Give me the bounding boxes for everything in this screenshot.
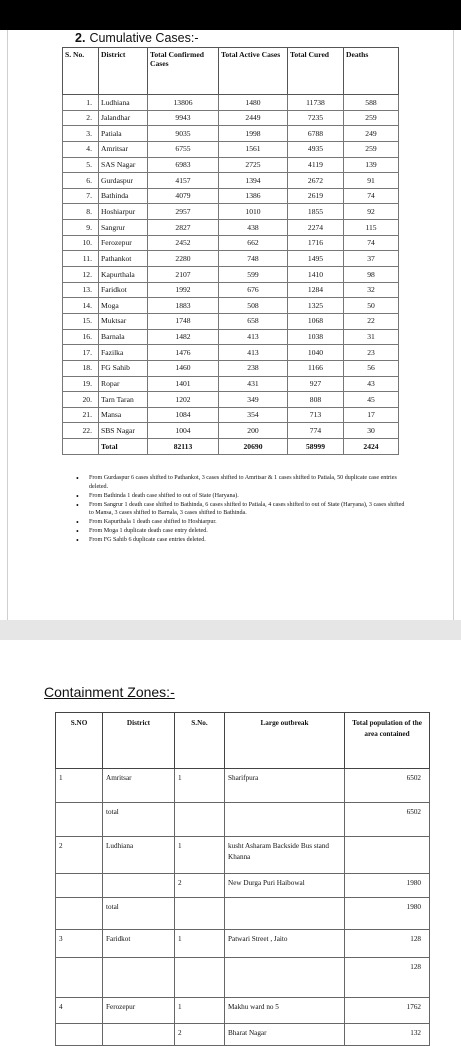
cell-sno xyxy=(56,898,103,930)
cell-population: 6502 xyxy=(345,803,430,837)
top-status-bar xyxy=(0,0,461,30)
table-header-row xyxy=(56,713,430,769)
cell-district: Barnala xyxy=(99,329,148,345)
cell-active: 748 xyxy=(219,251,288,267)
cell-cured: 927 xyxy=(288,376,344,392)
cell-sub-sno xyxy=(175,898,225,930)
table-row xyxy=(63,220,399,236)
cell-active: 354 xyxy=(219,407,288,423)
total-cell-district: Total xyxy=(99,439,148,455)
cell-district: SBS Nagar xyxy=(99,423,148,439)
cell-district: Jalandhar xyxy=(99,110,148,126)
cell-sno: 10. xyxy=(63,235,99,251)
cell-cured: 1855 xyxy=(288,204,344,220)
total-cell-active: 20690 xyxy=(219,439,288,455)
cell-active: 431 xyxy=(219,376,288,392)
cell-confirmed: 1476 xyxy=(148,345,219,361)
cell-population xyxy=(345,837,430,874)
cell-cured: 1040 xyxy=(288,345,344,361)
page-gutter xyxy=(0,620,461,640)
cell-active: 413 xyxy=(219,329,288,345)
cell-deaths: 74 xyxy=(344,188,399,204)
cell-confirmed: 1401 xyxy=(148,376,219,392)
cell-confirmed: 1883 xyxy=(148,298,219,314)
cell-deaths: 91 xyxy=(344,173,399,189)
cell-sub-sno: 2 xyxy=(175,1024,225,1046)
cell-district: Sangrur xyxy=(99,220,148,236)
note-item: • From Kapurthala 1 death case shifted to Hoshiarpur. xyxy=(76,518,406,527)
cell-confirmed: 9035 xyxy=(148,126,219,142)
cell-cured: 1166 xyxy=(288,360,344,376)
table-row xyxy=(63,360,399,376)
cell-cured: 2274 xyxy=(288,220,344,236)
cell-confirmed: 4157 xyxy=(148,173,219,189)
cell-sno xyxy=(56,803,103,837)
cell-area xyxy=(225,803,345,837)
cell-confirmed: 13806 xyxy=(148,95,219,111)
total-row xyxy=(63,439,399,455)
col-header-confirmed: Total Confirmed Cases xyxy=(148,48,219,95)
cell-active: 2725 xyxy=(219,157,288,173)
cell-district: FG Sahib xyxy=(99,360,148,376)
cell-cured: 1038 xyxy=(288,329,344,345)
cell-cured: 4119 xyxy=(288,157,344,173)
cell-district: Ferozepur xyxy=(103,998,175,1024)
cell-confirmed: 2280 xyxy=(148,251,219,267)
cell-district: Amritsar xyxy=(103,769,175,803)
cell-sno xyxy=(56,874,103,898)
cell-confirmed: 2452 xyxy=(148,235,219,251)
cell-sub-sno: 2 xyxy=(175,874,225,898)
col-header-sno: S. No. xyxy=(63,48,99,95)
cell-deaths: 115 xyxy=(344,220,399,236)
table-row xyxy=(63,157,399,173)
col-header-sub-sno: S.No. xyxy=(175,713,225,769)
cell-area: kusht Asharam Backside Bus stand Khanna xyxy=(225,837,345,874)
cell-sno: 11. xyxy=(63,251,99,267)
cell-district: Faridkot xyxy=(99,282,148,298)
cell-deaths: 74 xyxy=(344,235,399,251)
cell-sno xyxy=(56,1024,103,1046)
cell-area: Bharat Nagar xyxy=(225,1024,345,1046)
cell-area: New Durga Puri Haibowal xyxy=(225,874,345,898)
cell-district: Ferozepur xyxy=(99,235,148,251)
cell-area: Patwari Street , Jaito xyxy=(225,930,345,958)
cell-district: Moga xyxy=(99,298,148,314)
table-row xyxy=(63,407,399,423)
cell-cured: 7235 xyxy=(288,110,344,126)
cumulative-cases-body xyxy=(63,95,399,455)
table-row xyxy=(56,1024,430,1046)
cell-deaths: 92 xyxy=(344,204,399,220)
table-row xyxy=(63,95,399,111)
cell-confirmed: 1992 xyxy=(148,282,219,298)
section-number: 2. xyxy=(75,31,86,45)
cell-confirmed: 2957 xyxy=(148,204,219,220)
cell-cured: 713 xyxy=(288,407,344,423)
cell-sno: 13. xyxy=(63,282,99,298)
cell-district xyxy=(103,958,175,998)
containment-zones-table xyxy=(55,712,430,1046)
cell-district: Ludhiana xyxy=(103,837,175,874)
table-row xyxy=(63,376,399,392)
cumulative-cases-table xyxy=(62,47,399,455)
cell-confirmed: 1460 xyxy=(148,360,219,376)
cell-sno: 16. xyxy=(63,329,99,345)
table-row xyxy=(56,958,430,998)
col-header-deaths: Deaths xyxy=(344,48,399,95)
cell-cured: 1325 xyxy=(288,298,344,314)
cell-deaths: 31 xyxy=(344,329,399,345)
cell-district: Fazilka xyxy=(99,345,148,361)
cell-district xyxy=(103,874,175,898)
total-cell-confirmed: 82113 xyxy=(148,439,219,455)
cell-sno: 3 xyxy=(56,930,103,958)
cell-deaths: 32 xyxy=(344,282,399,298)
cell-deaths: 98 xyxy=(344,267,399,283)
table-row xyxy=(63,423,399,439)
cell-district: Ludhiana xyxy=(99,95,148,111)
table-row xyxy=(63,204,399,220)
cell-area: Sharifpura xyxy=(225,769,345,803)
cell-active: 200 xyxy=(219,423,288,439)
cell-sno: 1 xyxy=(56,769,103,803)
cell-district: Muktsar xyxy=(99,313,148,329)
note-item: • From Moga 1 duplicate death case entry deleted. xyxy=(76,527,406,536)
table-row xyxy=(56,874,430,898)
cell-district: Amritsar xyxy=(99,141,148,157)
cell-population: 1980 xyxy=(345,874,430,898)
cell-sno: 2. xyxy=(63,110,99,126)
cell-active: 1480 xyxy=(219,95,288,111)
cell-deaths: 43 xyxy=(344,376,399,392)
cell-deaths: 50 xyxy=(344,298,399,314)
table-row xyxy=(56,769,430,803)
cell-sub-sno: 1 xyxy=(175,837,225,874)
notes-list xyxy=(76,474,406,545)
cell-district: Mansa xyxy=(99,407,148,423)
cell-sno: 4. xyxy=(63,141,99,157)
cell-district xyxy=(103,1024,175,1046)
cell-population: 132 xyxy=(345,1024,430,1046)
cell-cured: 774 xyxy=(288,423,344,439)
cell-confirmed: 2107 xyxy=(148,267,219,283)
cell-area: Makhu ward no 5 xyxy=(225,998,345,1024)
note-item: • From Bathinda 1 death case shifted to out of State (Haryana). xyxy=(76,492,406,501)
cell-population: 128 xyxy=(345,930,430,958)
cell-sno: 3. xyxy=(63,126,99,142)
total-cell-cured: 58999 xyxy=(288,439,344,455)
cell-cured: 1410 xyxy=(288,267,344,283)
cell-cured: 6788 xyxy=(288,126,344,142)
cell-deaths: 22 xyxy=(344,313,399,329)
table-row xyxy=(56,930,430,958)
cell-confirmed: 6755 xyxy=(148,141,219,157)
cell-district: Patiala xyxy=(99,126,148,142)
cell-sno: 8. xyxy=(63,204,99,220)
cell-sno: 9. xyxy=(63,220,99,236)
cell-sno: 22. xyxy=(63,423,99,439)
table-row xyxy=(63,345,399,361)
total-cell-sno xyxy=(63,439,99,455)
cell-active: 508 xyxy=(219,298,288,314)
cell-active: 1010 xyxy=(219,204,288,220)
cell-confirmed: 1748 xyxy=(148,313,219,329)
cell-population: 1980 xyxy=(345,898,430,930)
cell-deaths: 259 xyxy=(344,141,399,157)
cell-confirmed: 9943 xyxy=(148,110,219,126)
cell-sub-sno: 1 xyxy=(175,769,225,803)
cell-sub-sno xyxy=(175,803,225,837)
table-row xyxy=(56,998,430,1024)
table-row xyxy=(63,141,399,157)
cell-confirmed: 6983 xyxy=(148,157,219,173)
cell-cured: 1495 xyxy=(288,251,344,267)
cell-deaths: 139 xyxy=(344,157,399,173)
cell-sub-sno: 1 xyxy=(175,998,225,1024)
table-row xyxy=(56,837,430,874)
cell-cured: 1716 xyxy=(288,235,344,251)
cell-active: 599 xyxy=(219,267,288,283)
table-row xyxy=(63,298,399,314)
cell-sno: 12. xyxy=(63,267,99,283)
col-header-cured: Total Cured xyxy=(288,48,344,95)
cell-deaths: 56 xyxy=(344,360,399,376)
table-row xyxy=(63,313,399,329)
cell-sub-sno: 1 xyxy=(175,930,225,958)
cell-population: 128 xyxy=(345,958,430,998)
cell-active: 349 xyxy=(219,392,288,408)
table-row xyxy=(63,235,399,251)
cell-sno: 2 xyxy=(56,837,103,874)
cumulative-cases-heading xyxy=(75,31,199,45)
col-header-large-outbreak: Large outbreak xyxy=(225,713,345,769)
cell-cured: 2619 xyxy=(288,188,344,204)
cell-cured: 808 xyxy=(288,392,344,408)
cell-sno: 7. xyxy=(63,188,99,204)
cell-district: Kapurthala xyxy=(99,267,148,283)
cell-active: 2449 xyxy=(219,110,288,126)
cell-district: total xyxy=(103,898,175,930)
cell-sno: 1. xyxy=(63,95,99,111)
cell-active: 658 xyxy=(219,313,288,329)
cell-cured: 1284 xyxy=(288,282,344,298)
table-row xyxy=(56,803,430,837)
cell-deaths: 588 xyxy=(344,95,399,111)
cell-district: Gurdaspur xyxy=(99,173,148,189)
cell-sno xyxy=(56,958,103,998)
col-header-district: District xyxy=(99,48,148,95)
cell-district: Pathankot xyxy=(99,251,148,267)
containment-zones-heading: Containment Zones:- xyxy=(44,684,175,700)
cell-deaths: 17 xyxy=(344,407,399,423)
cell-sno: 14. xyxy=(63,298,99,314)
cell-district: Faridkot xyxy=(103,930,175,958)
col-header-population: Total population of the area contained xyxy=(345,713,430,769)
cell-active: 676 xyxy=(219,282,288,298)
note-item: • From Sangrur 1 death case shifted to Bathinda, 6 cases shifted to Patiala, 4 cases shifted to out of State (Haryana), 3 cases shifted to Mansa, 3 cases shifted to Barnala, 3 cases shifted to Bathinda. xyxy=(76,501,406,518)
cell-sno: 4 xyxy=(56,998,103,1024)
cell-active: 1998 xyxy=(219,126,288,142)
cell-deaths: 259 xyxy=(344,110,399,126)
cell-sno: 19. xyxy=(63,376,99,392)
cell-sno: 5. xyxy=(63,157,99,173)
col-header-active: Total Active Cases xyxy=(219,48,288,95)
table-row xyxy=(63,251,399,267)
total-cell-deaths: 2424 xyxy=(344,439,399,455)
section-title: Cumulative Cases:- xyxy=(89,31,199,45)
cell-area xyxy=(225,898,345,930)
cell-deaths: 23 xyxy=(344,345,399,361)
cell-confirmed: 1202 xyxy=(148,392,219,408)
cell-active: 1386 xyxy=(219,188,288,204)
cell-district: Bathinda xyxy=(99,188,148,204)
table-row xyxy=(63,173,399,189)
col-header-sno: S.NO xyxy=(56,713,103,769)
cell-area xyxy=(225,958,345,998)
cell-district: Hoshiarpur xyxy=(99,204,148,220)
cell-cured: 4935 xyxy=(288,141,344,157)
cell-cured: 11738 xyxy=(288,95,344,111)
cell-confirmed: 4079 xyxy=(148,188,219,204)
cell-active: 238 xyxy=(219,360,288,376)
cell-deaths: 45 xyxy=(344,392,399,408)
table-row xyxy=(63,392,399,408)
cell-population: 1762 xyxy=(345,998,430,1024)
table-row xyxy=(63,126,399,142)
cell-confirmed: 1004 xyxy=(148,423,219,439)
cell-active: 662 xyxy=(219,235,288,251)
cell-confirmed: 1084 xyxy=(148,407,219,423)
cell-sno: 6. xyxy=(63,173,99,189)
cell-deaths: 249 xyxy=(344,126,399,142)
cell-deaths: 37 xyxy=(344,251,399,267)
table-row xyxy=(63,267,399,283)
cell-sub-sno xyxy=(175,958,225,998)
table-header-row xyxy=(63,48,399,95)
note-item: • From FG Sahib 6 duplicate case entries deleted. xyxy=(76,536,406,545)
table-row xyxy=(63,329,399,345)
cell-active: 1561 xyxy=(219,141,288,157)
cell-cured: 1068 xyxy=(288,313,344,329)
table-row xyxy=(63,188,399,204)
note-item: • From Gurdaspur 6 cases shifted to Pathankot, 3 cases shifted to Amritsar & 1 cases shifted to Patiala, 50 duplicate case entries deleted. xyxy=(76,474,406,491)
cell-confirmed: 1482 xyxy=(148,329,219,345)
cell-deaths: 30 xyxy=(344,423,399,439)
cell-district: total xyxy=(103,803,175,837)
cell-district: Ropar xyxy=(99,376,148,392)
cell-active: 1394 xyxy=(219,173,288,189)
cell-active: 413 xyxy=(219,345,288,361)
table-row xyxy=(63,282,399,298)
cell-sno: 18. xyxy=(63,360,99,376)
cell-sno: 20. xyxy=(63,392,99,408)
table-row xyxy=(56,898,430,930)
cell-district: SAS Nagar xyxy=(99,157,148,173)
cell-district: Tarn Taran xyxy=(99,392,148,408)
cell-sno: 21. xyxy=(63,407,99,423)
table-row xyxy=(63,110,399,126)
col-header-district: District xyxy=(103,713,175,769)
cell-sno: 15. xyxy=(63,313,99,329)
cell-sno: 17. xyxy=(63,345,99,361)
containment-zones-body xyxy=(56,769,430,1046)
cell-active: 438 xyxy=(219,220,288,236)
cell-cured: 2672 xyxy=(288,173,344,189)
cell-confirmed: 2827 xyxy=(148,220,219,236)
cell-population: 6502 xyxy=(345,769,430,803)
